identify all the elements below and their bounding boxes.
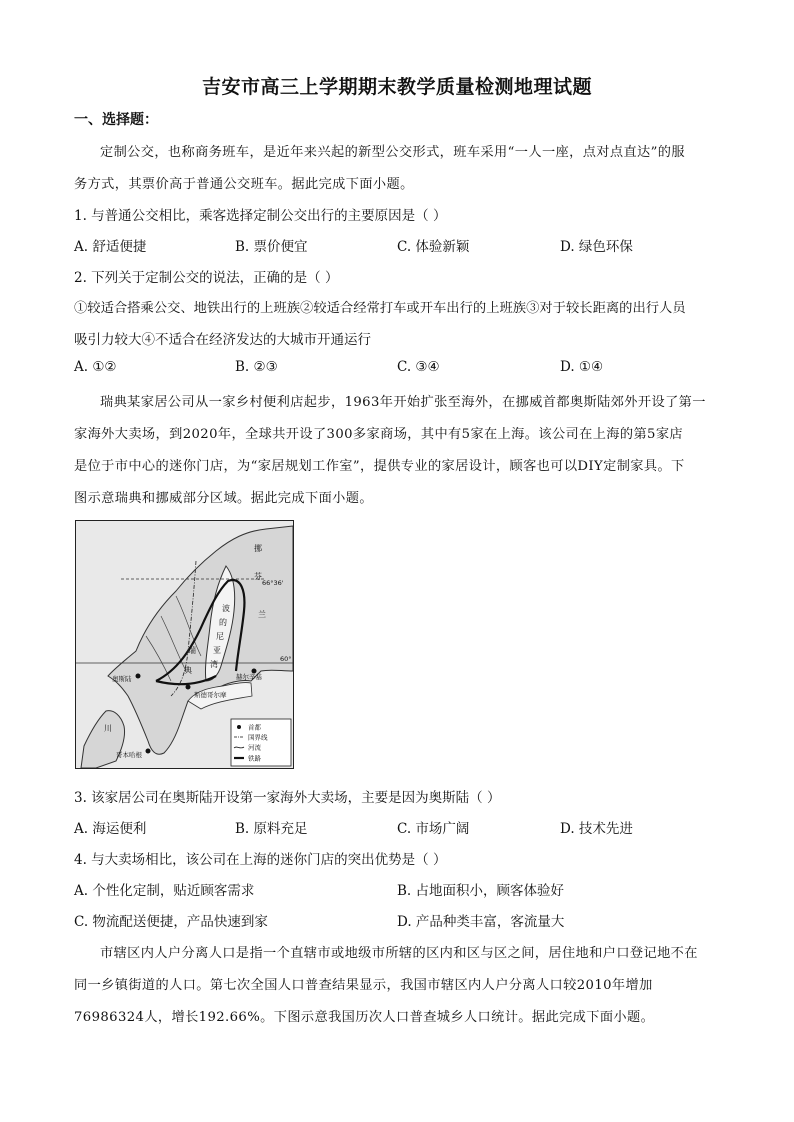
- question-3-stem: 3. 该家居公司在奥斯陆开设第一家海外大卖场，主要是因为奥斯陆（ ）: [74, 790, 501, 806]
- passage-2-line-4: 图示意瑞典和挪威部分区域。据此完成下面小题。: [74, 491, 373, 506]
- passage-3-line-1: 市辖区内人户分离人口是指一个直辖市或地级市所辖的区内和区与区之间，居住地和户口登记地不在: [100, 946, 698, 961]
- page-title: 吉安市高三上学期期末教学质量检测地理试题: [201, 76, 592, 98]
- scandinavia-map: [75, 520, 294, 769]
- q1-option-a: A. 舒适便捷: [74, 239, 147, 255]
- label-country-char: 挪: [254, 544, 262, 553]
- question-2-line-1: ①较适合搭乘公交、地铁出行的上班族②较适合经常打车或开车出行的上班族③对于较长距离的出行人员: [74, 301, 686, 316]
- label-copenhagen: 哥本哈根: [116, 751, 142, 759]
- label-sweden-char: 典: [184, 666, 192, 675]
- q2-option-b: B. ②③: [235, 359, 278, 375]
- passage-1-line-2: 务方式，其票价高于普通公交班车。据此完成下面小题。: [74, 177, 414, 192]
- label-gulf-char: 湾: [210, 660, 218, 669]
- label-helsinki: 赫尔辛基: [236, 673, 262, 681]
- label-oslo: 奥斯陆: [112, 675, 132, 683]
- legend-capital-label: 首都: [248, 723, 261, 732]
- label-jutland-char: 川: [104, 724, 112, 733]
- q1-option-d: D. 绿色环保: [560, 239, 633, 255]
- label-latitude-60: 60°: [280, 655, 292, 663]
- q3-option-d: D. 技术先进: [560, 821, 633, 837]
- label-gulf-char: 的: [219, 618, 227, 627]
- passage-2-line-1: 瑞典某家居公司从一家乡村便利店起步，1963年开始扩张至海外，在挪威首都奥斯陆郊外开设了第一: [100, 395, 706, 410]
- question-4-stem: 4. 与大卖场相比，该公司在上海的迷你门店的突出优势是（ ）: [74, 852, 447, 868]
- map-legend: [231, 719, 291, 766]
- q4-option-a: A. 个性化定制，贴近顾客需求: [74, 883, 255, 899]
- copenhagen-marker: [146, 749, 151, 754]
- oslo-marker: [136, 674, 141, 679]
- q3-option-c: C. 市场广阔: [397, 821, 470, 837]
- label-sweden-char: 瑞: [188, 646, 196, 655]
- q2-option-c: C. ③④: [397, 359, 440, 375]
- legend-rail-label: 铁路: [248, 754, 261, 763]
- q1-option-c: C. 体验新颖: [397, 239, 470, 255]
- q1-option-b: B. 票价便宜: [235, 239, 308, 255]
- stockholm-marker: [186, 685, 191, 690]
- label-gulf-char: 亚: [213, 646, 221, 655]
- passage-3-line-2: 同一乡镇街道的人口。第七次全国人口普查结果显示，我国市辖区内人户分离人口较2010年增加: [74, 978, 653, 993]
- label-country-char: 芬: [254, 572, 262, 581]
- q4-option-b: B. 占地面积小，顾客体验好: [397, 883, 565, 899]
- label-latitude-arctic: 66°36': [262, 579, 284, 587]
- map-graphic: [76, 521, 293, 768]
- label-gulf-char: 波: [222, 604, 230, 613]
- q3-option-a: A. 海运便利: [74, 821, 147, 837]
- legend-river-label: 河流: [248, 743, 261, 752]
- label-stockholm: 斯德哥尔摩: [194, 691, 227, 699]
- question-1-stem: 1. 与普通公交相比，乘客选择定制公交出行的主要原因是（ ）: [74, 208, 447, 224]
- question-2-line-2: 吸引力较大④不适合在经济发达的大城市开通运行: [74, 332, 371, 348]
- passage-1-line-1: 定制公交，也称商务班车，是近年来兴起的新型公交形式，班车采用“一人一座，点对点直达”的服: [100, 145, 685, 160]
- label-country-char: 兰: [258, 610, 266, 619]
- label-gulf-char: 尼: [216, 632, 224, 641]
- legend-capital-symbol: [237, 725, 241, 729]
- passage-2-line-3: 是位于市中心的迷你门店，为“家居规划工作室”，提供专业的家居设计，顾客也可以DIY定制家具。下: [74, 459, 685, 474]
- passage-2-line-2: 家海外大卖场，到2020年，全球共开设了300多家商场，其中有5家在上海。该公司在上海的第5家店: [74, 427, 684, 442]
- legend-border-label: 国界线: [248, 733, 268, 742]
- q2-option-a: A. ①②: [74, 359, 117, 375]
- q2-option-d: D. ①④: [560, 359, 604, 375]
- question-2-stem: 2. 下列关于定制公交的说法，正确的是（ ）: [74, 270, 339, 286]
- q4-option-d: D. 产品种类丰富，客流量大: [397, 914, 565, 930]
- q4-option-c: C. 物流配送便捷，产品快速到家: [74, 914, 268, 930]
- section-heading: 一、选择题：: [74, 112, 158, 128]
- passage-3-line-3: 76986324人，增长192.66%。下图示意我国历次人口普查城乡人口统计。据此完成下面小题。: [74, 1010, 655, 1025]
- q3-option-b: B. 原料充足: [235, 821, 308, 837]
